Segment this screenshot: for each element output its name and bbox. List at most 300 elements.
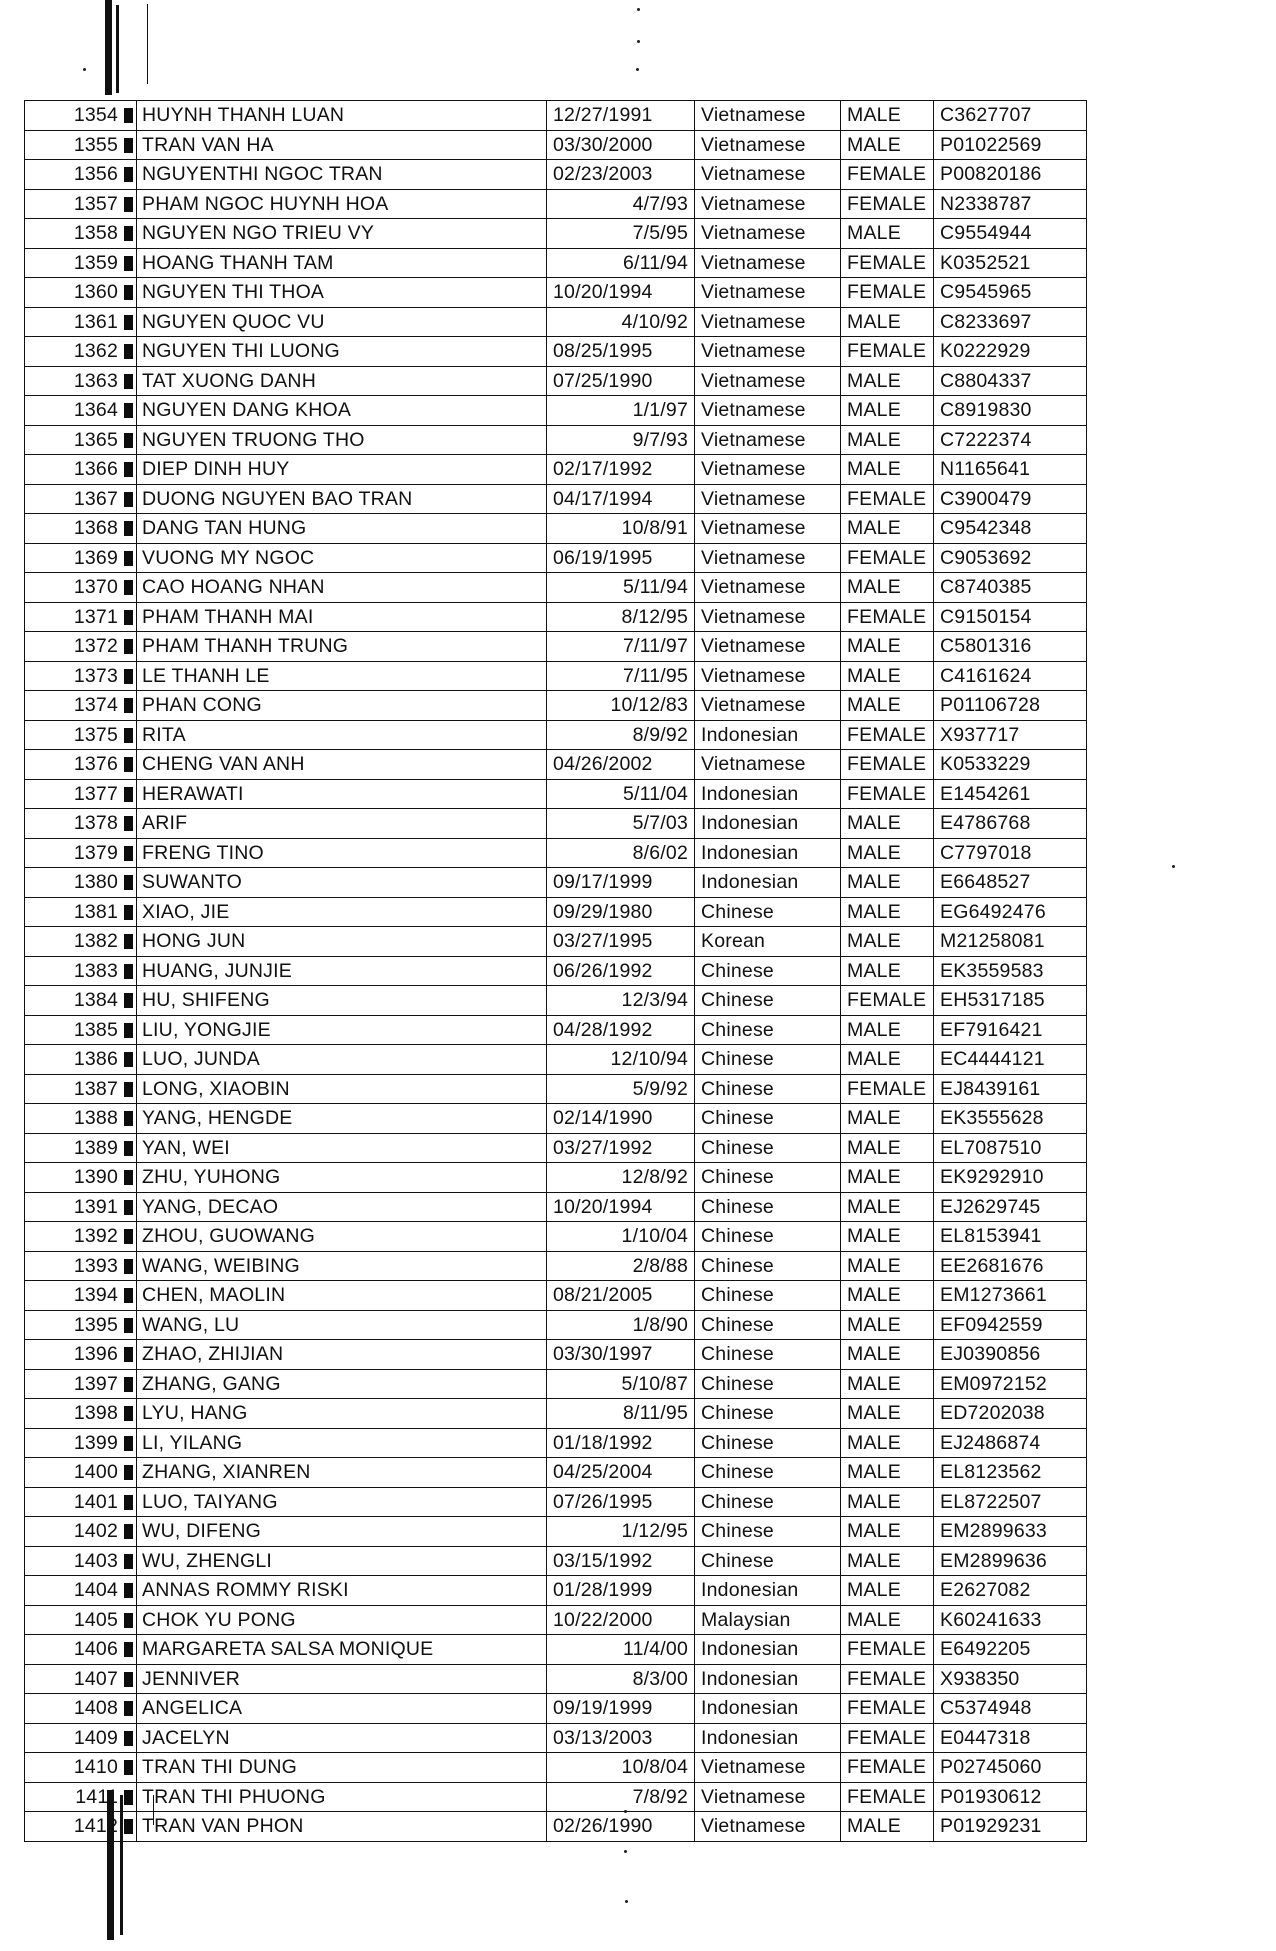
full-name-cell: TRAN THI PHUONG	[137, 1782, 547, 1812]
full-name-cell: MARGARETA SALSA MONIQUE	[137, 1635, 547, 1665]
row-number-text: 1407	[73, 1667, 118, 1690]
redaction-mark	[124, 344, 133, 359]
row-number-text: 1400	[73, 1461, 118, 1483]
nationality-cell: Chinese	[695, 1015, 841, 1045]
redaction-mark	[124, 1111, 133, 1126]
date-of-birth-cell: 9/7/93	[547, 425, 695, 455]
table-row	[25, 189, 1087, 219]
full-name-cell: PHAM NGOC HUYNH HOA	[137, 189, 547, 219]
passport-number-cell: C9545965	[934, 278, 1087, 308]
passport-number-cell: K0222929	[934, 337, 1087, 367]
gender-cell: MALE	[841, 455, 934, 485]
full-name-cell: NGUYEN NGO TRIEU VY	[137, 219, 547, 249]
redaction-mark	[124, 1229, 133, 1244]
row-number-text: 1411	[75, 1785, 118, 1808]
gender-cell: FEMALE	[841, 986, 934, 1016]
date-of-birth-cell: 06/26/1992	[547, 956, 695, 986]
nationality-cell: Vietnamese	[695, 691, 841, 721]
passport-number-cell: M21258081	[934, 927, 1087, 957]
date-of-birth-cell: 04/25/2004	[547, 1458, 695, 1488]
full-name-cell: PHAN CONG	[137, 691, 547, 721]
full-name-cell: HONG JUN	[137, 927, 547, 957]
row-number-text: 1381	[73, 900, 118, 923]
redaction-mark	[124, 669, 133, 684]
table-row	[25, 750, 1087, 780]
passport-number-cell: EK3555628	[934, 1104, 1087, 1134]
passport-number-cell: E4786768	[934, 809, 1087, 839]
table-row	[25, 1487, 1087, 1517]
gender-cell: MALE	[841, 366, 934, 396]
row-number-text: 1394	[73, 1284, 118, 1306]
date-of-birth-cell: 8/9/92	[547, 720, 695, 750]
date-of-birth-cell: 7/8/92	[547, 1782, 695, 1812]
redaction-mark	[124, 374, 133, 389]
date-of-birth-cell: 12/3/94	[547, 986, 695, 1016]
redaction-mark	[124, 1436, 133, 1451]
table-row	[25, 130, 1087, 160]
passport-number-cell: EJ8439161	[934, 1074, 1087, 1104]
row-number	[25, 278, 137, 308]
nationality-cell: Vietnamese	[695, 514, 841, 544]
row-number	[25, 1517, 137, 1547]
date-of-birth-cell: 10/20/1994	[547, 1192, 695, 1222]
full-name-cell: NGUYEN TRUONG THO	[137, 425, 547, 455]
passport-number-cell: C3627707	[934, 101, 1087, 131]
table-row	[25, 366, 1087, 396]
redaction-mark	[124, 1347, 133, 1362]
row-number-text: 1360	[73, 281, 118, 303]
row-number	[25, 1576, 137, 1606]
row-number	[25, 1487, 137, 1517]
date-of-birth-cell: 01/28/1999	[547, 1576, 695, 1606]
date-of-birth-cell: 1/12/95	[547, 1517, 695, 1547]
passport-number-cell: EK3559583	[934, 956, 1087, 986]
row-number-text: 1378	[73, 812, 118, 834]
row-number	[25, 1458, 137, 1488]
table-row	[25, 1281, 1087, 1311]
redaction-mark	[124, 1023, 133, 1038]
full-name-cell: CAO HOANG NHAN	[137, 573, 547, 603]
nationality-cell: Vietnamese	[695, 160, 841, 190]
row-number-text: 1397	[73, 1372, 118, 1395]
scan-artifact-dot	[637, 40, 640, 43]
redaction-mark	[124, 1583, 133, 1598]
nationality-cell: Vietnamese	[695, 632, 841, 662]
row-number-text: 1401	[73, 1490, 118, 1513]
row-number-text: 1379	[73, 841, 118, 864]
scan-artifact-dot	[83, 68, 86, 71]
redaction-mark	[124, 226, 133, 241]
gender-cell: MALE	[841, 927, 934, 957]
row-number	[25, 956, 137, 986]
gender-cell: MALE	[841, 130, 934, 160]
table-row	[25, 1015, 1087, 1045]
nationality-cell: Indonesian	[695, 838, 841, 868]
full-name-cell: JENNIVER	[137, 1664, 547, 1694]
row-number-text: 1382	[73, 930, 118, 952]
gender-cell: MALE	[841, 1251, 934, 1281]
nationality-cell: Indonesian	[695, 809, 841, 839]
full-name-cell: HU, SHIFENG	[137, 986, 547, 1016]
redaction-mark	[124, 1141, 133, 1156]
nationality-cell: Indonesian	[695, 1723, 841, 1753]
nationality-cell: Chinese	[695, 1340, 841, 1370]
row-number	[25, 1694, 137, 1724]
row-number-text: 1361	[73, 310, 118, 333]
nationality-cell: Korean	[695, 927, 841, 957]
table-row	[25, 661, 1087, 691]
nationality-cell: Vietnamese	[695, 455, 841, 485]
passport-number-cell: C9542348	[934, 514, 1087, 544]
gender-cell: FEMALE	[841, 1723, 934, 1753]
passport-number-cell: C7222374	[934, 425, 1087, 455]
gender-cell: MALE	[841, 101, 934, 131]
redaction-mark	[124, 285, 133, 300]
date-of-birth-cell: 5/11/04	[547, 779, 695, 809]
table-row	[25, 809, 1087, 839]
table-row	[25, 1517, 1087, 1547]
row-number	[25, 720, 137, 750]
row-number	[25, 1222, 137, 1252]
redaction-mark	[124, 1701, 133, 1716]
passport-number-cell: EL8123562	[934, 1458, 1087, 1488]
date-of-birth-cell: 6/11/94	[547, 248, 695, 278]
redaction-mark	[124, 757, 133, 772]
passport-number-cell: EC4444121	[934, 1045, 1087, 1075]
table-row	[25, 1310, 1087, 1340]
row-number-text: 1395	[73, 1313, 118, 1336]
nationality-cell: Vietnamese	[695, 602, 841, 632]
row-number-text: 1362	[73, 340, 118, 362]
passport-number-cell: N2338787	[934, 189, 1087, 219]
passport-number-cell: P01929231	[934, 1812, 1087, 1842]
nationality-cell: Vietnamese	[695, 1753, 841, 1783]
redaction-mark	[124, 138, 133, 153]
passport-number-cell: P02745060	[934, 1753, 1087, 1783]
date-of-birth-cell: 7/11/97	[547, 632, 695, 662]
redaction-mark	[124, 580, 133, 595]
row-number	[25, 1015, 137, 1045]
row-number-text: 1358	[73, 222, 118, 244]
table-row	[25, 425, 1087, 455]
table-row	[25, 455, 1087, 485]
row-number	[25, 1635, 137, 1665]
passport-number-cell: E6492205	[934, 1635, 1087, 1665]
full-name-cell: ARIF	[137, 809, 547, 839]
row-number-text: 1390	[73, 1166, 118, 1188]
redaction-mark	[124, 905, 133, 920]
nationality-cell: Vietnamese	[695, 307, 841, 337]
redaction-mark	[124, 1052, 133, 1067]
redaction-mark	[124, 639, 133, 654]
date-of-birth-cell: 1/8/90	[547, 1310, 695, 1340]
redaction-mark	[124, 787, 133, 802]
row-number-text: 1412	[73, 1815, 118, 1837]
gender-cell: MALE	[841, 425, 934, 455]
scan-artifact-dot	[1172, 865, 1175, 868]
date-of-birth-cell: 09/19/1999	[547, 1694, 695, 1724]
gender-cell: MALE	[841, 632, 934, 662]
gender-cell: MALE	[841, 396, 934, 426]
table-row	[25, 779, 1087, 809]
date-of-birth-cell: 04/17/1994	[547, 484, 695, 514]
row-number-text: 1373	[73, 664, 118, 687]
table-row	[25, 1133, 1087, 1163]
gender-cell: MALE	[841, 1517, 934, 1547]
passport-number-cell: EF7916421	[934, 1015, 1087, 1045]
passport-number-cell: E6648527	[934, 868, 1087, 898]
row-number-text: 1387	[73, 1077, 118, 1100]
row-number	[25, 1281, 137, 1311]
passport-number-cell: K60241633	[934, 1605, 1087, 1635]
full-name-cell: CHOK YU PONG	[137, 1605, 547, 1635]
nationality-cell: Chinese	[695, 1133, 841, 1163]
table-row	[25, 160, 1087, 190]
redaction-mark	[124, 315, 133, 330]
row-number-text: 1392	[73, 1225, 118, 1247]
redaction-mark	[124, 403, 133, 418]
redaction-mark	[124, 875, 133, 890]
row-number	[25, 1753, 137, 1783]
date-of-birth-cell: 10/20/1994	[547, 278, 695, 308]
full-name-cell: WU, ZHENGLI	[137, 1546, 547, 1576]
passport-number-cell: P00820186	[934, 160, 1087, 190]
date-of-birth-cell: 03/27/1992	[547, 1133, 695, 1163]
gender-cell: MALE	[841, 1428, 934, 1458]
date-of-birth-cell: 5/9/92	[547, 1074, 695, 1104]
passport-number-cell: C9150154	[934, 602, 1087, 632]
row-number-text: 1386	[73, 1048, 118, 1070]
full-name-cell: NGUYEN THI LUONG	[137, 337, 547, 367]
nationality-cell: Vietnamese	[695, 101, 841, 131]
redaction-mark	[124, 728, 133, 743]
redaction-mark	[124, 1288, 133, 1303]
gender-cell: MALE	[841, 1310, 934, 1340]
row-number	[25, 101, 137, 131]
gender-cell: MALE	[841, 1546, 934, 1576]
nationality-cell: Vietnamese	[695, 278, 841, 308]
full-name-cell: CHENG VAN ANH	[137, 750, 547, 780]
table-row	[25, 1369, 1087, 1399]
row-number-text: 1357	[73, 192, 118, 215]
gender-cell: MALE	[841, 868, 934, 898]
row-number-text: 1375	[73, 723, 118, 746]
nationality-cell: Vietnamese	[695, 484, 841, 514]
passport-number-cell: X938350	[934, 1664, 1087, 1694]
full-name-cell: WANG, WEIBING	[137, 1251, 547, 1281]
gender-cell: MALE	[841, 1340, 934, 1370]
date-of-birth-cell: 03/30/1997	[547, 1340, 695, 1370]
full-name-cell: HUYNH THANH LUAN	[137, 101, 547, 131]
gender-cell: MALE	[841, 1133, 934, 1163]
table-row	[25, 101, 1087, 131]
row-number-text: 1367	[73, 487, 118, 510]
redaction-mark	[124, 816, 133, 831]
full-name-cell: HUANG, JUNJIE	[137, 956, 547, 986]
date-of-birth-cell: 1/10/04	[547, 1222, 695, 1252]
nationality-cell: Chinese	[695, 1369, 841, 1399]
gender-cell: FEMALE	[841, 1664, 934, 1694]
table-row	[25, 986, 1087, 1016]
passport-number-cell: EL8722507	[934, 1487, 1087, 1517]
table-row	[25, 248, 1087, 278]
full-name-cell: HOANG THANH TAM	[137, 248, 547, 278]
gender-cell: MALE	[841, 1576, 934, 1606]
passport-number-cell: C8740385	[934, 573, 1087, 603]
date-of-birth-cell: 02/17/1992	[547, 455, 695, 485]
gender-cell: FEMALE	[841, 543, 934, 573]
table-row	[25, 1605, 1087, 1635]
table-row	[25, 1045, 1087, 1075]
gender-cell: FEMALE	[841, 189, 934, 219]
full-name-cell: NGUYEN QUOC VU	[137, 307, 547, 337]
redaction-mark	[124, 1465, 133, 1480]
row-number	[25, 337, 137, 367]
row-number	[25, 573, 137, 603]
redaction-mark	[124, 492, 133, 507]
row-number	[25, 543, 137, 573]
row-number	[25, 248, 137, 278]
table-row	[25, 1192, 1087, 1222]
row-number	[25, 691, 137, 721]
row-number-text: 1408	[73, 1697, 118, 1719]
nationality-cell: Malaysian	[695, 1605, 841, 1635]
scan-artifact-top-bar-thin	[116, 5, 119, 93]
row-number	[25, 1723, 137, 1753]
full-name-cell: LYU, HANG	[137, 1399, 547, 1429]
date-of-birth-cell: 09/17/1999	[547, 868, 695, 898]
passport-number-cell: C9554944	[934, 219, 1087, 249]
full-name-cell: PHAM THANH MAI	[137, 602, 547, 632]
table-row	[25, 868, 1087, 898]
passport-number-cell: E2627082	[934, 1576, 1087, 1606]
row-number	[25, 307, 137, 337]
row-number-text: 1389	[73, 1136, 118, 1159]
passport-number-cell: EM0972152	[934, 1369, 1087, 1399]
full-name-cell: JACELYN	[137, 1723, 547, 1753]
row-number	[25, 1133, 137, 1163]
nationality-cell: Chinese	[695, 1281, 841, 1311]
table-row	[25, 691, 1087, 721]
table-row	[25, 307, 1087, 337]
nationality-cell: Chinese	[695, 1428, 841, 1458]
passport-number-cell: EJ2486874	[934, 1428, 1087, 1458]
full-name-cell: LI, YILANG	[137, 1428, 547, 1458]
full-name-cell: RITA	[137, 720, 547, 750]
row-number-text: 1404	[73, 1579, 118, 1601]
passport-number-cell: C8919830	[934, 396, 1087, 426]
redaction-mark	[124, 433, 133, 448]
passport-number-cell: EH5317185	[934, 986, 1087, 1016]
redaction-mark	[124, 993, 133, 1008]
table-row	[25, 396, 1087, 426]
full-name-cell: ANNAS ROMMY RISKI	[137, 1576, 547, 1606]
gender-cell: MALE	[841, 1487, 934, 1517]
full-name-cell: TAT XUONG DANH	[137, 366, 547, 396]
table-row	[25, 1428, 1087, 1458]
gender-cell: MALE	[841, 661, 934, 691]
nationality-cell: Chinese	[695, 1251, 841, 1281]
table-row	[25, 1723, 1087, 1753]
row-number	[25, 986, 137, 1016]
full-name-cell: PHAM THANH TRUNG	[137, 632, 547, 662]
date-of-birth-cell: 07/25/1990	[547, 366, 695, 396]
row-number-text: 1372	[73, 635, 118, 657]
gender-cell: FEMALE	[841, 337, 934, 367]
full-name-cell: LIU, YONGJIE	[137, 1015, 547, 1045]
full-name-cell: LE THANH LE	[137, 661, 547, 691]
date-of-birth-cell: 12/10/94	[547, 1045, 695, 1075]
gender-cell: MALE	[841, 573, 934, 603]
scan-artifact-top-bar	[105, 0, 112, 95]
full-name-cell: FRENG TINO	[137, 838, 547, 868]
scan-artifact-dot	[625, 1900, 628, 1903]
row-number	[25, 1605, 137, 1635]
gender-cell: MALE	[841, 838, 934, 868]
row-number-text: 1371	[73, 605, 118, 628]
redaction-mark	[124, 698, 133, 713]
redaction-mark	[124, 1200, 133, 1215]
row-number	[25, 750, 137, 780]
nationality-cell: Vietnamese	[695, 189, 841, 219]
redaction-mark	[124, 1082, 133, 1097]
nationality-cell: Chinese	[695, 1163, 841, 1193]
redaction-mark	[124, 1406, 133, 1421]
table-row	[25, 543, 1087, 573]
nationality-cell: Vietnamese	[695, 366, 841, 396]
table-row	[25, 1546, 1087, 1576]
redaction-mark	[124, 964, 133, 979]
row-number	[25, 160, 137, 190]
row-number	[25, 396, 137, 426]
row-number-text: 1384	[73, 989, 118, 1011]
table-row	[25, 897, 1087, 927]
table-row	[25, 278, 1087, 308]
row-number-text: 1377	[73, 782, 118, 805]
row-number	[25, 868, 137, 898]
redaction-mark	[124, 551, 133, 566]
row-number	[25, 1399, 137, 1429]
table-row	[25, 1812, 1087, 1842]
nationality-cell: Chinese	[695, 986, 841, 1016]
redaction-mark	[124, 1613, 133, 1628]
row-number	[25, 1812, 137, 1842]
table-row	[25, 1664, 1087, 1694]
date-of-birth-cell: 06/19/1995	[547, 543, 695, 573]
table-row	[25, 1340, 1087, 1370]
gender-cell: FEMALE	[841, 1635, 934, 1665]
row-number-text: 1406	[73, 1638, 118, 1660]
full-name-cell: ZHANG, XIANREN	[137, 1458, 547, 1488]
row-number	[25, 1192, 137, 1222]
date-of-birth-cell: 8/6/02	[547, 838, 695, 868]
passport-number-cell: K0533229	[934, 750, 1087, 780]
passenger-roster-table	[24, 100, 1087, 1842]
nationality-cell: Indonesian	[695, 779, 841, 809]
row-number	[25, 514, 137, 544]
full-name-cell: SUWANTO	[137, 868, 547, 898]
nationality-cell: Vietnamese	[695, 396, 841, 426]
gender-cell: FEMALE	[841, 1782, 934, 1812]
nationality-cell: Indonesian	[695, 1576, 841, 1606]
full-name-cell: DUONG NGUYEN BAO TRAN	[137, 484, 547, 514]
nationality-cell: Chinese	[695, 1458, 841, 1488]
scan-artifact-top-line	[147, 4, 148, 84]
gender-cell: MALE	[841, 1281, 934, 1311]
nationality-cell: Chinese	[695, 1487, 841, 1517]
passport-number-cell: C7797018	[934, 838, 1087, 868]
scan-artifact-dot	[637, 8, 640, 11]
